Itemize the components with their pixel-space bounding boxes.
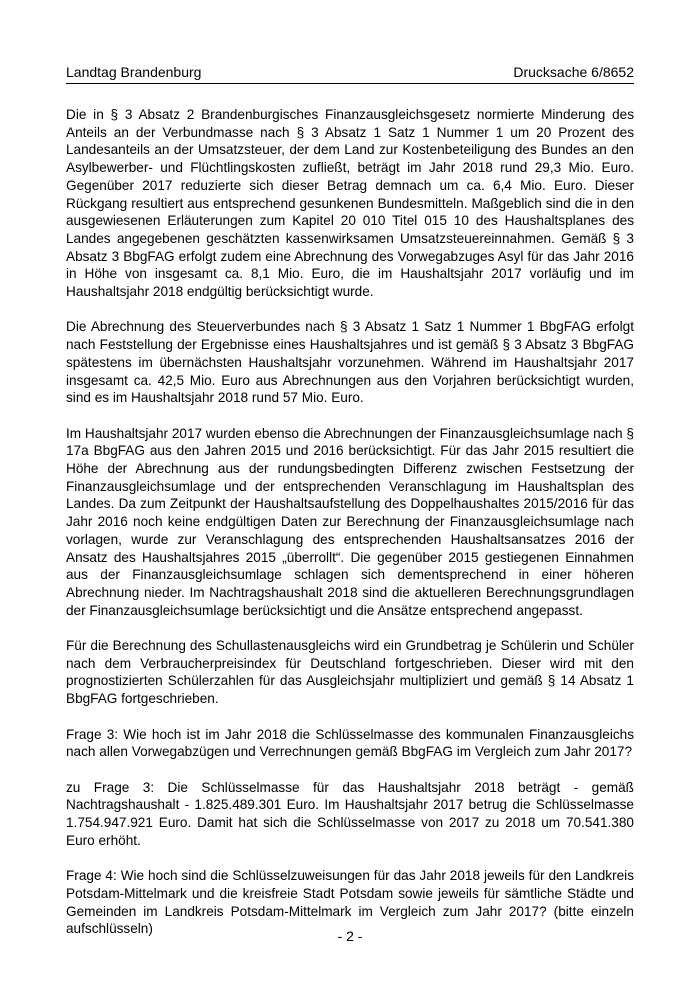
- answer-3: zu Frage 3: Die Schlüsselmasse für das Haushaltsjahr 2018 beträgt - gemäß Nachtragshaushalt - 1.825.489.301 Euro. Im Haushaltsjahr 2017 betrug die Schlüsselmasse 1.754.947.921 Euro. Damit hat sich die Schlüsselmasse von 2017 zu 2018 um 70.541.380 Euro erhöht.: [66, 779, 634, 848]
- paragraph-school-burden: Für die Berechnung des Schullastenausgleichs wird ein Grundbetrag je Schülerin und Schüler nach dem Verbraucherpreisindex für Deutschland fortgeschrieben. Dieser wird mit den prognostizierten Schülerzahlen für das Ausgleichsjahr multipliziert und gemäß § 14 Absatz 1 BbgFAG fortgeschrieben.: [66, 638, 634, 707]
- document-body: [66, 106, 634, 956]
- page-header: [66, 64, 634, 84]
- header-parliament-name: Landtag Brandenburg: [66, 64, 202, 80]
- question-4: Frage 4: Wie hoch sind die Schlüsselzuweisungen für das Jahr 2018 jeweils für den Landkreis Potsdam-Mittelmark und die kreisfreie Stadt Potsdam sowie jeweils für sämtliche Städte und Gemeinden im Landkreis Potsdam-Mittelmark im Vergleich zum Jahr 2017? (bitte einzeln aufschlüsseln): [66, 868, 634, 937]
- paragraph-asyl-deduction: Die in § 3 Absatz 2 Brandenburgisches Finanzausgleichsgesetz normierte Minderung des Anteils an der Verbundmasse nach § 3 Absatz 1 Satz 1 Nummer 1 um 20 Prozent des Landesanteils an der Umsatzsteuer, der dem Land zur Kostenbeteiligung des Bundes an den Asylbewerber- und Flüchtlingskosten zufließt, beträgt im Jahr 2018 rund 29,3 Mio. Euro. Gegenüber 2017 reduzierte sich dieser Betrag demnach um ca. 6,4 Mio. Euro. Dieser Rückgang resultiert aus entsprechend gesunkenen Bundesmitteln. Maßgeblich sind die in den ausgewiesenen Erläuterungen zum Kapitel 20 010 Titel 015 10 des Haushaltsplanes des Landes angegebenen geschätzten kassenwirksamen Umsatzsteuereinnahmen. Gemäß § 3 Absatz 3 BbgFAG erfolgt zudem eine Abrechnung des Vorwegabzuges Asyl für das Jahr 2016 in Höhe von insgesamt ca. 8,1 Mio. Euro, die im Haushaltsjahr 2017 vorläufig und im Haushaltsjahr 2018 endgültig berücksichtigt wurde.: [66, 107, 634, 300]
- question-3: Frage 3: Wie hoch ist im Jahr 2018 die Schlüsselmasse des kommunalen Finanzausgleichs nach allen Vorwegabzügen und Verrechnungen gemäß BbgFAG im Vergleich zum Jahr 2017?: [66, 726, 634, 760]
- paragraph-tax-settlement: Die Abrechnung des Steuerverbundes nach § 3 Absatz 1 Satz 1 Nummer 1 BbgFAG erfolgt nach Feststellung der Ergebnisse eines Haushaltsjahres und ist gemäß § 3 Absatz 3 BbgFAG spätestens im übernächsten Haushaltsjahr vorzunehmen. Während im Haushaltsjahr 2017 insgesamt ca. 42,5 Mio. Euro aus Abrechnungen aus den Vorjahren berücksichtigt wurden, sind es im Haushaltsjahr 2018 rund 57 Mio. Euro.: [66, 319, 634, 406]
- header-document-number: Drucksache 6/8652: [513, 64, 634, 80]
- paragraph-equalization-levy: Im Haushaltsjahr 2017 wurden ebenso die Abrechnungen der Finanzausgleichsumlage nach § 17a BbgFAG aus den Jahren 2015 und 2016 berücksichtigt. Für das Jahr 2015 resultiert die Höhe der Abrechnung aus der rundungsbedingten Differenz zwischen Festsetzung der Finanzausgleichsumlage und der entsprechenden Veranschlagung im Haushaltsplan des Landes. Da zum Zeitpunkt der Haushaltsaufstellung des Doppelhaushaltes 2015/2016 für das Jahr 2016 noch keine endgültigen Daten zur Berechnung der Finanzausgleichsumlage nach vorlagen, wurde zur Veranschlagung des entsprechenden Haushaltsansatzes 2016 der Ansatz des Haushaltsjahres 2015 „überrollt“. Die gegenüber 2015 gestiegenen Einnahmen aus der Finanzausgleichsumlage schlagen sich dementsprechend in einer höheren Abrechnung nieder. Im Nachtragshaushalt 2018 sind die aktuelleren Berechnungsgrundlagen der Finanzausgleichsumlage berücksichtigt und die Ansätze entsprechend angepasst.: [66, 425, 634, 618]
- page-number: - 2 -: [337, 928, 363, 944]
